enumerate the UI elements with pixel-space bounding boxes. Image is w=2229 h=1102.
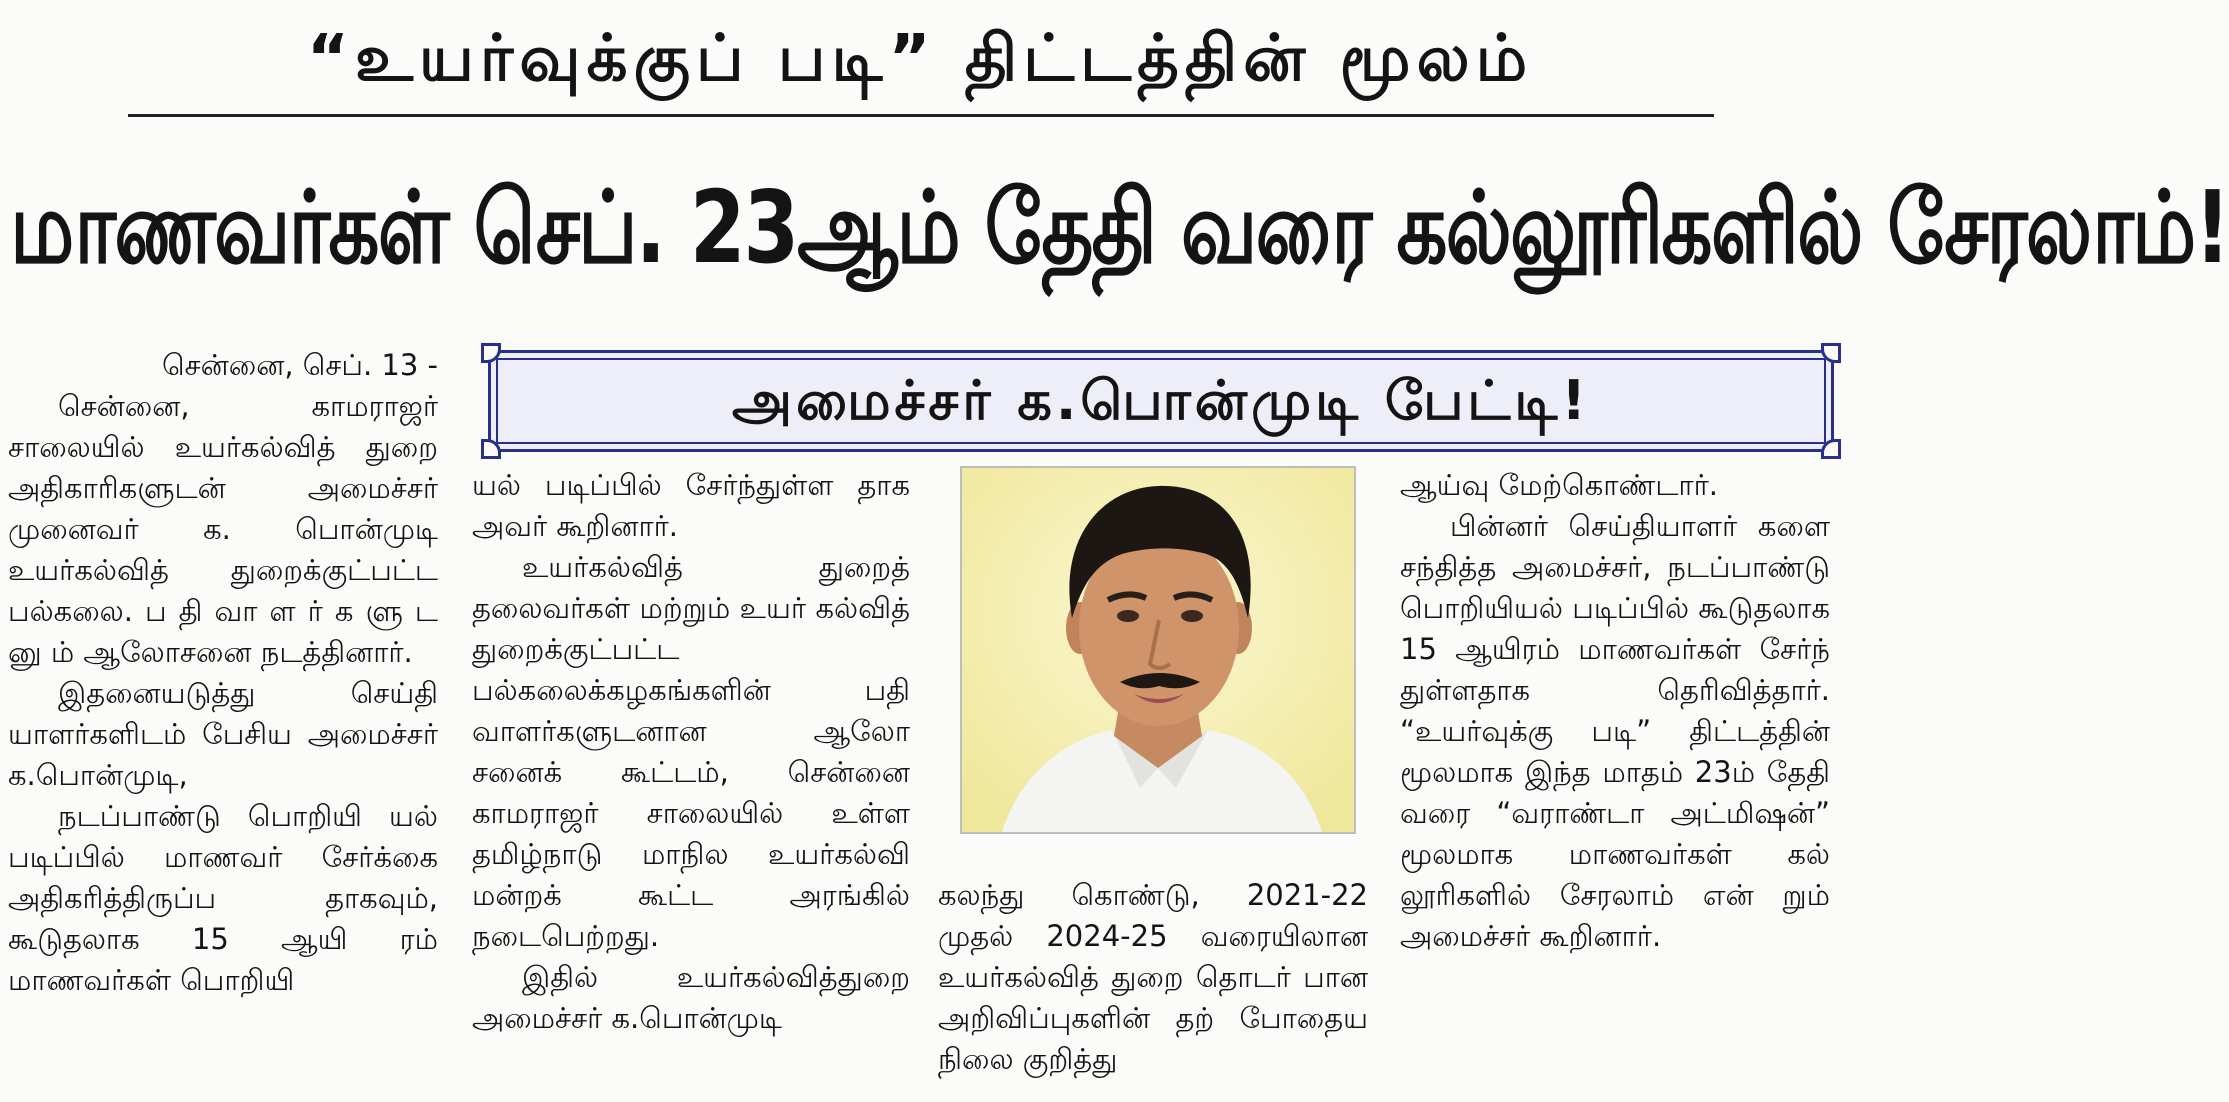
paragraph: கலந்து கொண்டு, 2021-22 முதல் 2024-25 வரையிலான உயர்கல்வித் துறை தொடர் பான அறிவிப்புகளின் தற் போதைய நிலை குறித்து (938, 878, 1368, 1076)
subheadline: அமைச்சர் க.பொன்முடி பேட்டி! (731, 369, 1591, 432)
paragraph: யல் படிப்பில் சேர்ந்துள்ள தாக அவர் கூறினார். (472, 468, 910, 543)
article-column-2 (472, 465, 910, 1095)
paragraph: ஆய்வு மேற்கொண்டார். (1400, 468, 1718, 502)
portrait-illustration (962, 468, 1354, 832)
paragraph: சென்னை, காமராஜர் சாலையில் உயர்கல்வித் துறை அதிகாரிகளுடன் அமைச்சர் முனைவர் க. பொன்முடி உயர்கல்வித் துறைக்குட்பட்ட பல்கலை. ப தி வா ள ர் க ளு ட னு ம் ஆலோசனை நடத்தினார். (8, 389, 438, 669)
article-column-3 (938, 875, 1368, 1095)
main-headline: மாணவர்கள் செப். 23ஆம் தேதி வரை கல்லூரிகளில் சேரலாம்! (10, 169, 2229, 286)
article-column-1 (8, 345, 438, 1095)
paragraph: உயர்கல்வித் துறைத் தலைவர்கள் மற்றும் உயர் கல்வித் துறைக்குட்பட்ட பல்கலைக்கழகங்களின் பதி வாளர்களுடனான ஆலோ சனைக் கூட்டம், சென்னை காமராஜர் சாலையில் உள்ள தமிழ்நாடு மாநில உயர்கல்வி மன்றக் கூட்ட அரங்கில் நடைபெற்றது. (472, 550, 910, 953)
kicker-headline: “உயர்வுக்குப் படி” திட்டத்தின் மூலம் (306, 22, 1534, 96)
subheadline-box (488, 350, 1834, 452)
paragraph: இதனையடுத்து செய்தி யாளர்களிடம் பேசிய அமைச்சர் க.பொன்முடி, (8, 676, 438, 792)
paragraph: பின்னர் செய்தியாளர் களை சந்தித்த அமைச்சர், நடப்பாண்டு பொறியியல் படிப்பில் கூடுதலாக 15 ஆயிரம் மாணவர்கள் சேர்ந் துள்ளதாக தெரிவித்தார். “உயர்வுக்கு படி” திட்டத்தின் மூலமாக இந்த மாதம் 23ம் தேதி வரை “வராண்டா அட்மிஷன்” மூலமாக மாணவர்கள் கல் லூரிகளில் சேரலாம் என் றும் அமைச்சர் கூறினார். (1400, 509, 1830, 953)
dateline: சென்னை, செப். 13 - (162, 348, 438, 382)
paragraph: நடப்பாண்டு பொறியி யல் படிப்பில் மாணவர் சேர்க்கை அதிகரித்திருப்ப தாகவும், கூடுதலாக 15 ஆயி ரம் மாணவர்கள் பொறியி (8, 799, 438, 997)
paragraph: இதில் உயர்கல்வித்துறை அமைச்சர் க.பொன்முடி (472, 960, 910, 1035)
article-column-4 (1400, 465, 1830, 1095)
minister-portrait-photo (960, 466, 1356, 834)
headline-divider (128, 114, 1714, 117)
